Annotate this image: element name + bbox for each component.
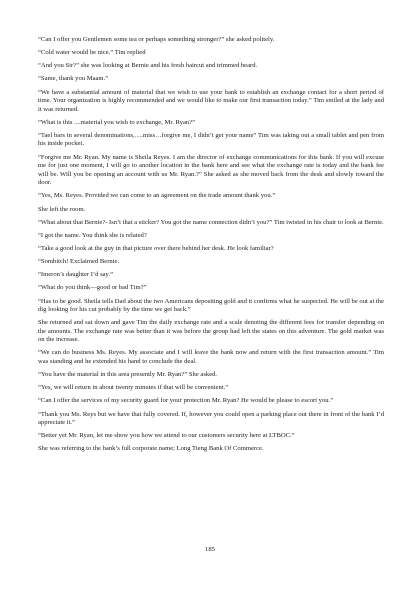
paragraph: “Forgive me Mr. Ryan. My name is Sheila Reyes. I am the director of exchange communications for this bank. If you will excuse me for just one moment, I will go to another location in the bank here and see what the exchange rate is today and the bank fee will be. Will you be opening an account with us Mr. Ryan.?” She asked as she moved back from the desk and slowly toward the door. [38,153,384,187]
paragraph: “Has to be good. Sheila tells Dad about the two Americans depositing gold and it confirms what he suspected. He will be out at the dig looking for his cut probably by the time we get back.” [38,297,384,314]
paragraph: She was referring to the bank’s full corporate name; Long Tieng Bank Of Commerce. [38,445,264,453]
paragraph: “Can I offer the services of my security guard for your protection Mr. Ryan? He would be please to escort you.” [38,397,334,405]
page-number: 185 [205,546,215,553]
paragraph: “We can do business Ms. Reyes. My associate and I will leave the bank now and return with the first transaction amount.” Tim was standing and he extended his hand to conclude the deal. [38,349,384,365]
paragraph: She returned and sat down and gave Tim the daily exchange rate and a scale denoting the different fees for transfer depending on the amounts. The exchange rate was better than it was before the group had left the states on this adventure. The gold market was on the increase. [38,319,384,344]
paragraph: “Yes, Ms. Reyes. Provided we can come to an agreement on the trade amount thank you.” [38,192,276,200]
paragraph: “Take a good look at the guy in that picture over there behind her desk. He look familiar? [38,244,274,252]
paragraph: “Sombitch! Exclaimed Bernie. [38,258,120,266]
paragraph: “Tael bars in several denominations,….miss…forgive me, I didn’t get your name” Tim was taking out a small tablet and pen from his inside pocket. [38,131,384,148]
body-text [38,36,384,459]
paragraph: “Better yet Mr. Ryan, let me show you how we attend to our customers security here at LTBOC.” [38,432,295,440]
paragraph: “Can I offer you Gentlemen some tea or perhaps something stronger?” she asked politely. [38,36,275,43]
paragraph: “We have a substantial amount of material that we wish to use your bank to establish an exchange contact for a short period of time. Your organization is highly recommended and we would like to make our first transaction today.” Tim smiled at the lady and it was returned. [38,88,384,113]
paragraph: “Imeron’s daughter I’d say.” [38,271,114,279]
paragraph: “Same, thank you Maam.” [38,75,109,83]
paragraph: “Thank you Ms. Reys but we have that fully covered. If, however you could open a parking place out there in front of the bank I’d appreciate it.” [38,410,384,427]
paragraph: “You have the material in this area presently Mr. Ryan?” She asked. [38,371,218,379]
paragraph: “Cold water would be nice.” Tim replied [38,49,146,57]
paragraph: “What do you think—good or bad Tim?” [38,284,147,292]
paragraph: “What is this ....material you wish to exchange, Mr. Ryan?” [38,118,196,126]
paragraph: “I got the name. You think she is related? [38,231,147,239]
paragraph: “Yes, we will return in about twenty minutes if that will be convenient.” [38,384,229,392]
paragraph: “And you Sir?” she was looking at Bernie and his fresh haircut and trimmed beard. [38,62,258,70]
paragraph: “What about that Bernie?- Isn’t that a sticker? You got the name connection didn’t you?” Tim twisted in his chair to look at Bernie. [38,218,384,226]
paragraph: She left the room. [38,205,86,213]
